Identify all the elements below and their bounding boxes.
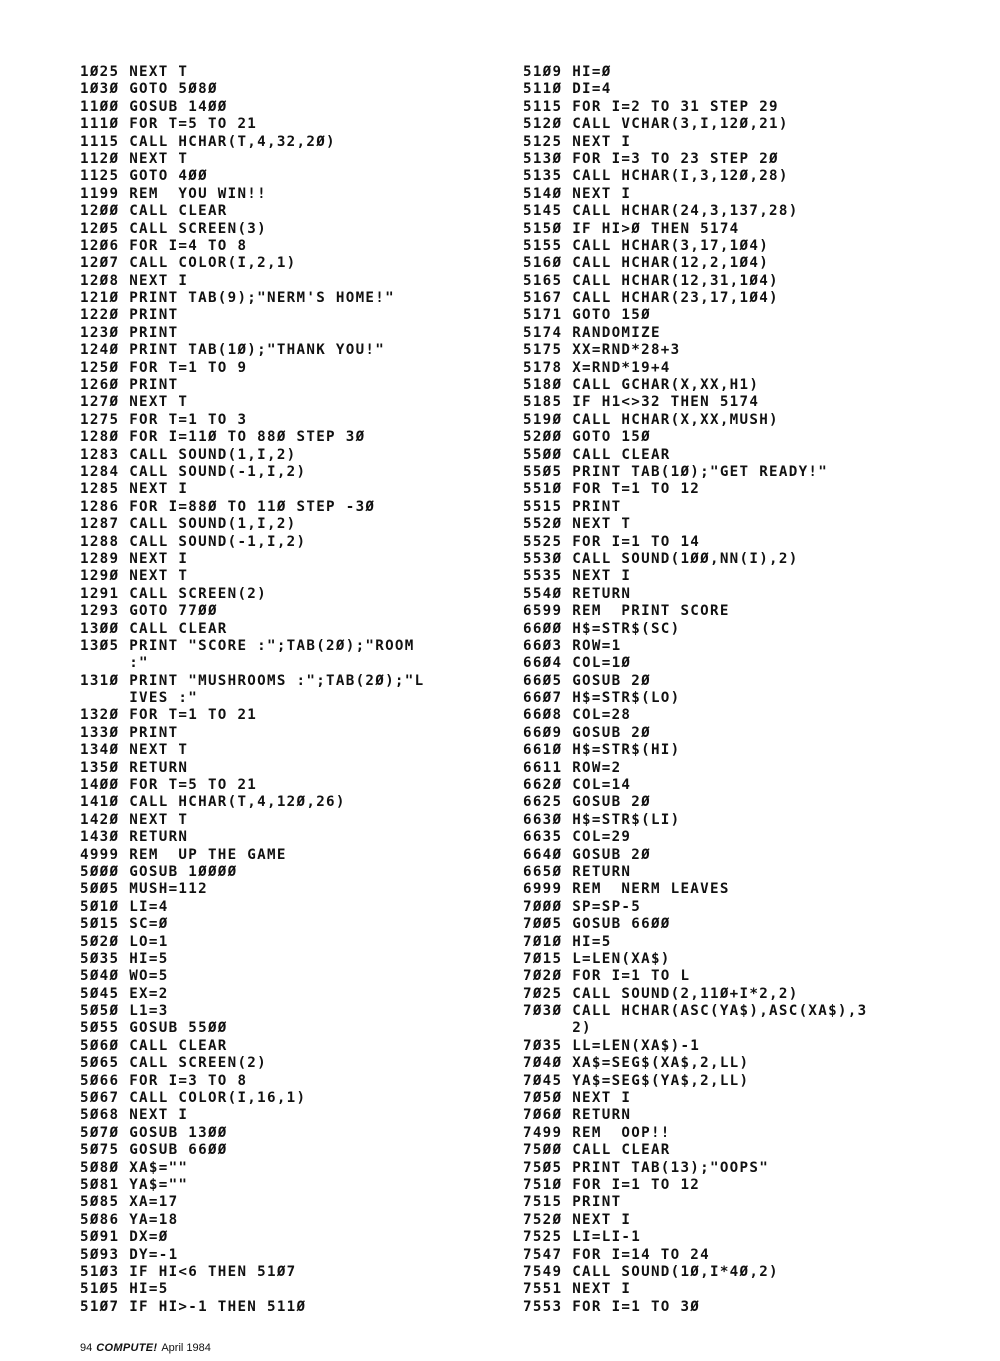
code-line: 5115 FOR I=2 TO 31 STEP 29 (523, 98, 779, 115)
code-line: 512Ø CALL VCHAR(3,I,12Ø,21) (523, 116, 789, 133)
code-line: 7Ø2Ø FOR I=1 TO L (523, 968, 691, 985)
code-line: 5ØØØ GOSUB 1ØØØØ (80, 863, 238, 880)
code-line: 6611 ROW=2 (523, 759, 622, 776)
code-line: 5178 X=RND*19+4 (523, 359, 671, 376)
code-line: 5175 XX=RND*28+3 (523, 342, 681, 359)
code-line: 5Ø8Ø XA$="" (80, 1159, 189, 1176)
code-line: 1293 GOTO 77ØØ (80, 603, 218, 620)
code-line: 5125 NEXT I (523, 133, 632, 150)
code-line: 14ØØ FOR T=5 TO 21 (80, 777, 258, 794)
code-line: 13Ø5 PRINT "SCORE :";TAB(2Ø);"ROOM (80, 637, 415, 654)
code-line: 751Ø FOR I=1 TO 12 (523, 1177, 701, 1193)
code-line: 554Ø RETURN (523, 585, 632, 602)
code-line: 135Ø RETURN (80, 759, 189, 776)
code-line: 7515 PRINT (523, 1194, 622, 1211)
code-line: 7525 LI=LI-1 (523, 1229, 642, 1246)
code-line: 122Ø PRINT (80, 307, 179, 324)
code-line: 1Ø25 NEXT T (80, 64, 189, 80)
code-line: 5Ø85 XA=17 (80, 1194, 179, 1211)
code-line: 1Ø3Ø GOTO 5Ø8Ø (80, 81, 218, 98)
code-line: 5535 NEXT I (523, 568, 632, 585)
code-line: 134Ø NEXT T (80, 742, 189, 759)
code-line: 551Ø FOR T=1 TO 12 (523, 481, 701, 498)
code-line: 5Ø55 GOSUB 55ØØ (80, 1020, 228, 1037)
code-line: 66ØØ H$=STR$(SC) (523, 620, 681, 637)
code-line: 5515 PRINT (523, 498, 622, 515)
page-number: 94 (80, 1342, 93, 1354)
code-line: 1289 NEXT I (80, 550, 189, 567)
code-line: 5Ø45 EX=2 (80, 985, 169, 1002)
code-line: 6635 COL=29 (523, 829, 632, 846)
code-line: 12Ø7 CALL COLOR(I,2,1) (80, 255, 297, 272)
code-line: :" (80, 655, 149, 672)
code-line: 66Ø7 H$=STR$(LO) (523, 690, 681, 707)
code-line: 5185 IF H1<>32 THEN 5174 (523, 394, 760, 411)
code-line: 128Ø FOR I=11Ø TO 88Ø STEP 3Ø (80, 429, 366, 446)
code-line: 1275 FOR T=1 TO 3 (80, 411, 248, 428)
code-line: 5Ø15 SC=Ø (80, 916, 169, 933)
code-line: 125Ø FOR T=1 TO 9 (80, 359, 248, 376)
code-line: 132Ø FOR T=1 TO 21 (80, 707, 258, 724)
code-line: 2) (523, 1020, 592, 1037)
code-line: 142Ø NEXT T (80, 811, 189, 828)
code-line: 513Ø FOR I=3 TO 23 STEP 2Ø (523, 150, 779, 167)
code-line: 126Ø PRINT (80, 377, 179, 394)
code-line: 1288 CALL SOUND(-1,I,2) (80, 533, 307, 550)
code-line: 7Ø6Ø RETURN (523, 1107, 632, 1124)
code-line: 51Ø3 IF HI<6 THEN 51Ø7 (80, 1263, 297, 1280)
code-line: 66Ø3 ROW=1 (523, 637, 622, 654)
code-line: 5167 CALL HCHAR(23,17,1Ø4) (523, 290, 779, 307)
code-line: 5Ø68 NEXT I (80, 1107, 189, 1124)
code-line: 75ØØ CALL CLEAR (523, 1142, 671, 1159)
code-line: 664Ø GOSUB 2Ø (523, 846, 651, 863)
code-line: 7Ø5Ø NEXT I (523, 1090, 632, 1107)
code-line: 752Ø NEXT I (523, 1211, 632, 1228)
code-line: 5Ø86 YA=18 (80, 1211, 179, 1228)
code-line: 5525 FOR I=1 TO 14 (523, 533, 701, 550)
code-line: 141Ø CALL HCHAR(T,4,12Ø,26) (80, 794, 346, 811)
code-line: 7553 FOR I=1 TO 3Ø (523, 1298, 701, 1315)
code-line: 55ØØ CALL CLEAR (523, 446, 671, 463)
code-line: 1125 GOTO 4ØØ (80, 168, 208, 185)
code-line: 5Ø5Ø L1=3 (80, 1003, 169, 1020)
code-line: 5165 CALL HCHAR(12,31,1Ø4) (523, 272, 779, 289)
code-line: 5Ø81 YA$="" (80, 1177, 189, 1193)
code-line: 12Ø8 NEXT I (80, 272, 189, 289)
magazine-name: COMPUTE! (96, 1342, 158, 1354)
code-line: 7Ø1Ø HI=5 (523, 933, 612, 950)
code-line: 12Ø6 FOR I=4 TO 8 (80, 237, 248, 254)
code-line: 5Ø65 CALL SCREEN(2) (80, 1055, 267, 1072)
code-line: 552Ø NEXT T (523, 516, 632, 533)
code-line: 519Ø CALL HCHAR(X,XX,MUSH) (523, 411, 779, 428)
code-line: 1199 REM YOU WIN!! (80, 185, 267, 202)
code-line: 1287 CALL SOUND(1,I,2) (80, 516, 297, 533)
code-line: 662Ø COL=14 (523, 777, 632, 794)
code-line: 7Ø45 YA$=SEG$(YA$,2,LL) (523, 1072, 750, 1089)
issue-date: April 1984 (161, 1342, 211, 1354)
code-line: 5135 CALL HCHAR(I,3,12Ø,28) (523, 168, 789, 185)
code-line: 12ØØ CALL CLEAR (80, 203, 228, 220)
code-line: 5Ø35 HI=5 (80, 950, 169, 967)
code-line: 6999 REM NERM LEAVES (523, 881, 730, 898)
code-line: 12Ø5 CALL SCREEN(3) (80, 220, 267, 237)
code-line: 52ØØ GOTO 15Ø (523, 429, 651, 446)
code-line: 75Ø5 PRINT TAB(13);"OOPS" (523, 1159, 770, 1176)
code-line: 66Ø8 COL=28 (523, 707, 632, 724)
code-line: 515Ø IF HI>Ø THEN 5174 (523, 220, 740, 237)
code-line: 7Ø25 CALL SOUND(2,11Ø+I*2,2) (523, 985, 799, 1002)
code-line: 665Ø RETURN (523, 863, 632, 880)
code-line: 124Ø PRINT TAB(1Ø);"THANK YOU!" (80, 342, 386, 359)
code-line: 1286 FOR I=88Ø TO 11Ø STEP -3Ø (80, 498, 376, 515)
code-line: 131Ø PRINT "MUSHROOMS :";TAB(2Ø);"L (80, 672, 425, 689)
code-line: 7ØØØ SP=SP-5 (523, 898, 642, 915)
code-line: 7Ø15 L=LEN(XA$) (523, 950, 671, 967)
code-line: 5Ø4Ø WO=5 (80, 968, 169, 985)
code-line: 514Ø NEXT I (523, 185, 632, 202)
code-line: 5155 CALL HCHAR(3,17,1Ø4) (523, 237, 770, 254)
code-line: 6599 REM PRINT SCORE (523, 603, 730, 620)
code-line: 5145 CALL HCHAR(24,3,137,28) (523, 203, 799, 220)
code-line: 7Ø35 LL=LEN(XA$)-1 (523, 1037, 701, 1054)
code-line: 66Ø4 COL=1Ø (523, 655, 632, 672)
code-line: 127Ø NEXT T (80, 394, 189, 411)
code-line: 1285 NEXT I (80, 481, 189, 498)
code-line: 55Ø5 PRINT TAB(1Ø);"GET READY!" (523, 463, 829, 480)
code-line: 5Ø7Ø GOSUB 13ØØ (80, 1124, 228, 1141)
code-line: 5Ø91 DX=Ø (80, 1229, 169, 1246)
code-line: 663Ø H$=STR$(LI) (523, 811, 681, 828)
code-line: 66Ø5 GOSUB 2Ø (523, 672, 651, 689)
code-line: 7551 NEXT I (523, 1281, 632, 1298)
code-line: 1283 CALL SOUND(1,I,2) (80, 446, 297, 463)
code-line: 5Ø2Ø LO=1 (80, 933, 169, 950)
code-line: 111Ø FOR T=5 TO 21 (80, 116, 258, 133)
code-line: 7499 REM OOP!! (523, 1124, 671, 1141)
code-line: 661Ø H$=STR$(HI) (523, 742, 681, 759)
code-line: 6625 GOSUB 2Ø (523, 794, 651, 811)
code-line: 51Ø5 HI=5 (80, 1281, 169, 1298)
code-line: IVES :" (80, 690, 199, 707)
code-line: 5Ø1Ø LI=4 (80, 898, 169, 915)
code-line: 5ØØ5 MUSH=112 (80, 881, 208, 898)
code-line: 133Ø PRINT (80, 724, 179, 741)
code-line: 4999 REM UP THE GAME (80, 846, 287, 863)
code-line: 123Ø PRINT (80, 324, 179, 341)
code-line: 553Ø CALL SOUND(1ØØ,NN(I),2) (523, 550, 799, 567)
code-line: 1284 CALL SOUND(-1,I,2) (80, 463, 307, 480)
code-line: 7ØØ5 GOSUB 66ØØ (523, 916, 671, 933)
code-line: 7549 CALL SOUND(1Ø,I*4Ø,2) (523, 1263, 779, 1280)
code-line: 5Ø66 FOR I=3 TO 8 (80, 1072, 248, 1089)
code-line: 1291 CALL SCREEN(2) (80, 585, 267, 602)
code-line: 511Ø DI=4 (523, 81, 612, 98)
code-line: 66Ø9 GOSUB 2Ø (523, 724, 651, 741)
code-line: 7547 FOR I=14 TO 24 (523, 1246, 710, 1263)
code-line: 7Ø3Ø CALL HCHAR(ASC(YA$),ASC(XA$),3 (523, 1003, 868, 1020)
code-line: 51Ø7 IF HI>-1 THEN 511Ø (80, 1298, 307, 1315)
code-line: 112Ø NEXT T (80, 150, 189, 167)
code-line: 143Ø RETURN (80, 829, 189, 846)
code-line: 13ØØ CALL CLEAR (80, 620, 228, 637)
code-line: 5Ø67 CALL COLOR(I,16,1) (80, 1090, 307, 1107)
code-line: 516Ø CALL HCHAR(12,2,1Ø4) (523, 255, 770, 272)
code-line: 5171 GOTO 15Ø (523, 307, 651, 324)
code-line: 5Ø75 GOSUB 66ØØ (80, 1142, 228, 1159)
code-line: 1115 CALL HCHAR(T,4,32,2Ø) (80, 133, 336, 150)
code-line: 129Ø NEXT T (80, 568, 189, 585)
code-line: 5174 RANDOMIZE (523, 324, 661, 341)
code-line: 11ØØ GOSUB 14ØØ (80, 98, 228, 115)
code-line: 5Ø6Ø CALL CLEAR (80, 1037, 228, 1054)
code-line: 7Ø4Ø XA$=SEG$(XA$,2,LL) (523, 1055, 750, 1072)
code-line: 518Ø CALL GCHAR(X,XX,H1) (523, 377, 760, 394)
code-line: 121Ø PRINT TAB(9);"NERM'S HOME!" (80, 290, 395, 307)
page-footer (80, 1342, 211, 1354)
program-listing-left-column (80, 64, 510, 1316)
code-line: 5Ø93 DY=-1 (80, 1246, 179, 1263)
program-listing-right-column (523, 64, 983, 1316)
code-line: 51Ø9 HI=Ø (523, 64, 612, 80)
